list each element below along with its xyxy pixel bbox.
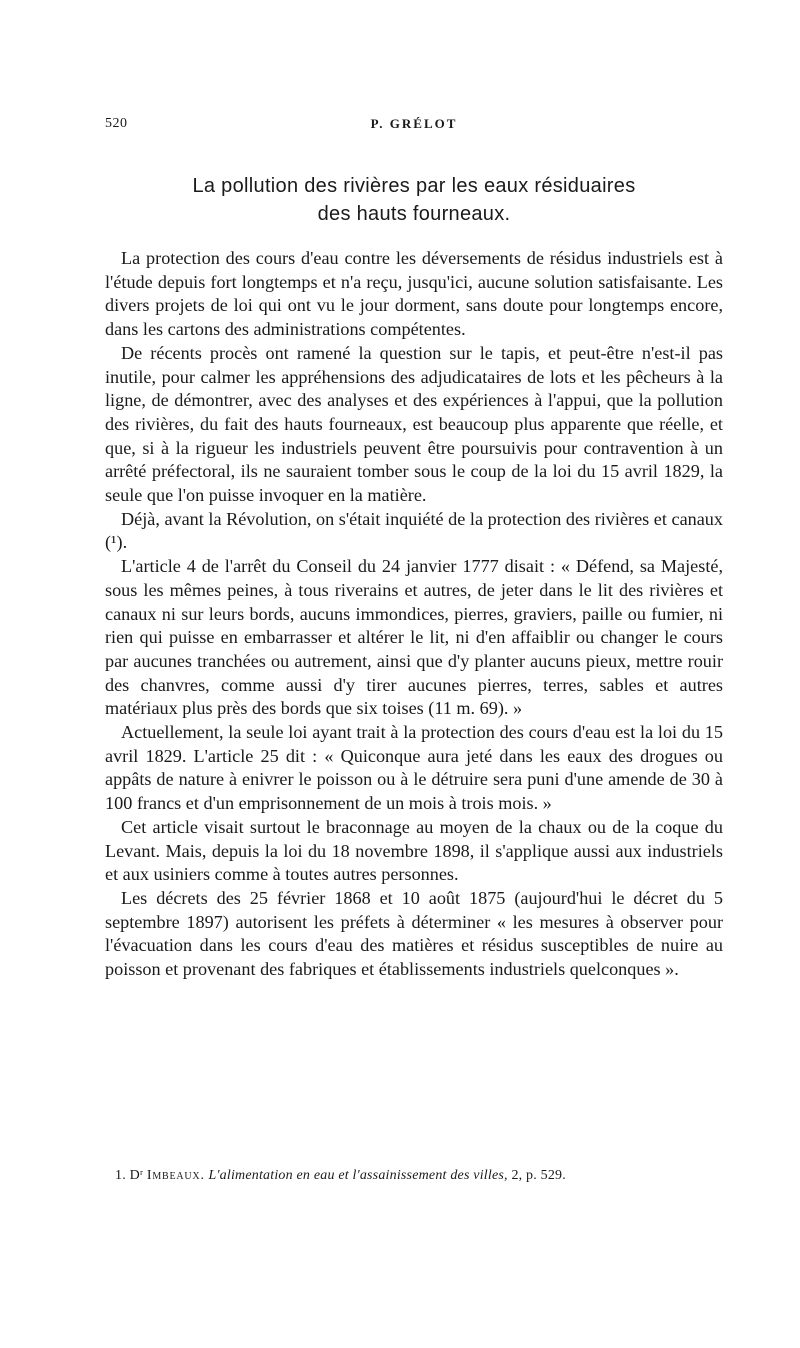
footnote-number: 1. Dʳ (115, 1168, 144, 1183)
article-title-line-1: La pollution des rivières par les eaux résiduaires (192, 175, 636, 197)
paragraph: Les décrets des 25 février 1868 et 10 août 1875 (aujourd'hui le décret du 5 septembre 1897) autorisent les préfets à déterminer « les mesures à observer pour l'évacuation dans les cours d'eau des matières et résidus susceptibles de nuire au poisson et provenant des fabriques et établissements industriels quelconques ». (105, 887, 723, 980)
page-number: 520 (105, 116, 128, 131)
article-body (105, 247, 723, 982)
article-title-line-2: des hauts fourneaux. (317, 203, 511, 225)
running-head: P. GRÉLOT (370, 116, 458, 131)
paragraph: L'article 4 de l'arrêt du Conseil du 24 janvier 1777 disait : « Défend, sa Majesté, sous les mêmes peines, à tous riverains et autres, de jeter dans le lit des rivières et canaux ni sur leurs bords, aucuns immondices, pierres, graviers, paille ou fumier, ni rien qui puisse en embarrasser et altérer le lit, ni d'en affaiblir ou changer le cours par aucunes tranchées ou autrement, ainsi que d'y planter aucuns pieux, mettre rouir des chanvres, comme aussi d'y tirer aucunes pierres, terres, sables et autres matériaux plus près des bords que six toises (11 m. 69). » (105, 556, 723, 719)
article-title (105, 172, 723, 228)
paragraph: Déjà, avant la Révolution, on s'était inquiété de la protection des rivières et canaux (¹). (105, 508, 723, 553)
footnote-citation: 2, p. 529. (511, 1168, 566, 1183)
paragraph: La protection des cours d'eau contre les déversements de résidus industriels est à l'étude depuis fort longtemps et n'a reçu, jusqu'ici, aucune solution satisfaisante. Les divers projets de loi qui ont vu le jour dorment, sans doute pour longtemps encore, dans les cartons des administrations compétentes. (105, 248, 723, 340)
footnote-author: Imbeaux. (146, 1168, 205, 1183)
footnote (115, 1167, 723, 1185)
footnote-title: L'alimentation en eau et l'assainissement des villes, (208, 1168, 508, 1183)
page-header (105, 116, 723, 136)
paragraph: De récents procès ont ramené la question sur le tapis, et peut-être n'est-il pas inutile, pour calmer les appréhensions des adjudicataires de lots et les pêcheurs à la ligne, de démontrer, avec des analyses et des expériences à l'appui, que la pollution des rivières, du fait des hauts fourneaux, est beaucoup plus apparente que réelle, et que, si à la rigueur les industriels peuvent être poursuivis pour contravention à un arrêté préfectoral, ils ne sauraient tomber sous le coup de la loi du 15 avril 1829, la seule que l'on puisse invoquer en la matière. (105, 342, 723, 506)
paragraph: Actuellement, la seule loi ayant trait à la protection des cours d'eau est la loi du 15 avril 1829. L'article 25 dit : « Quiconque aura jeté dans les eaux des drogues ou appâts de nature à enivrer le poisson ou à le détruire sera puni d'une amende de 30 à 100 francs et d'un emprisonnement de un mois à trois mois. » (105, 722, 723, 814)
paragraph: Cet article visait surtout le braconnage au moyen de la chaux ou de la coque du Levant. Mais, depuis la loi du 18 novembre 1898, il s'applique aussi aux industriels et aux usiniers comme à toutes autres personnes. (105, 816, 723, 885)
